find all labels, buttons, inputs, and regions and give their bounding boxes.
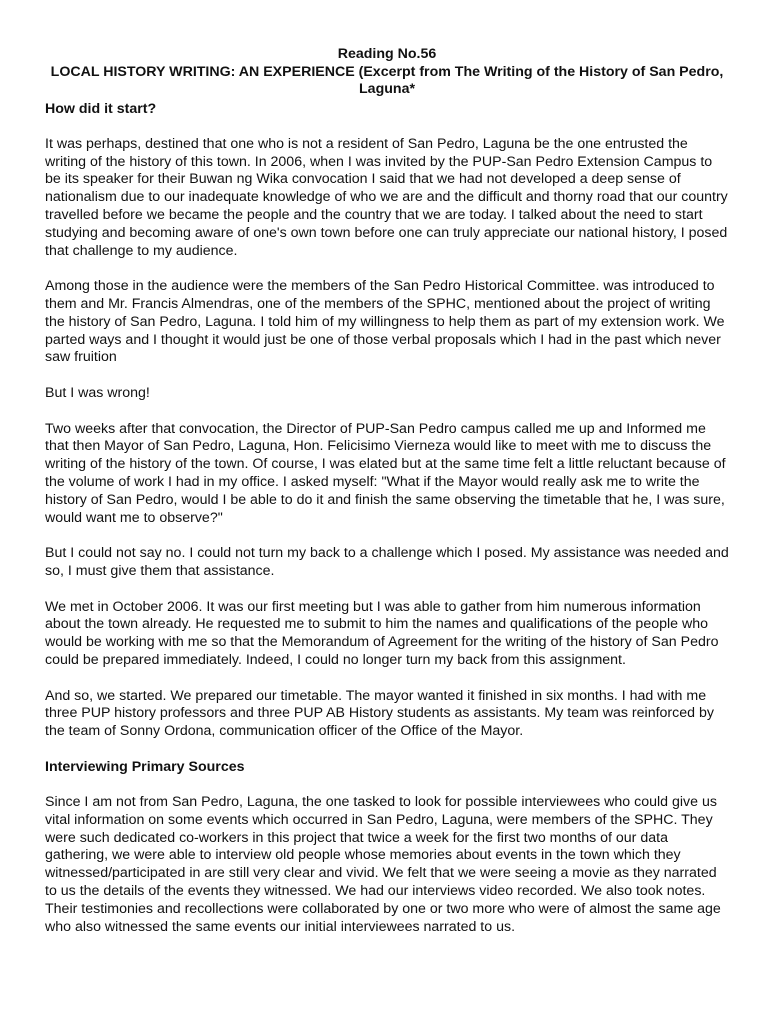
- reading-number: Reading No.56: [337, 46, 437, 62]
- document-page: [45, 46, 729, 936]
- paragraph: Among those in the audience were the members of the San Pedro Historical Committee. was introduced to them and Mr. Francis Almendras, one of the members of the SPHC, mentioned about the project of writing the history of San Pedro, Laguna. I told him of my willingness to help them as part of my extension work. We parted ways and I thought it would just be one of those verbal proposals which I had in the past which never saw fruition: [45, 278, 725, 366]
- paragraph: It was perhaps, destined that one who is not a resident of San Pedro, Laguna be the one entrusted the writing of the history of this town. In 2006, when I was invited by the PUP-San Pedro Extension Campus to be its speaker for their Buwan ng Wika convocation I said that we had not developed a deep sense of nationalism due to our inadequate knowledge of who we are and the difficult and thorny road that our country travelled before we became the people and the country that we are today. I talked about the need to start studying and becoming aware of one's own town before one can truly appreciate our national history, I posed that challenge to my audience.: [45, 135, 728, 259]
- paragraph: And so, we started. We prepared our timetable. The mayor wanted it finished in six months. I had with me three PUP history professors and three PUP AB History students as assistants. My team was reinforced by the team of Sonny Ordona, communication officer of the Office of the Mayor.: [45, 687, 714, 740]
- paragraph: We met in October 2006. It was our first meeting but I was able to gather from him numerous information about the town already. He requested me to submit to him the names and qualifications of the people who would be working with me so that the Memorandum of Agreement for the writing of the history of San Pedro could be prepared immediately. Indeed, I could no longer turn my back from this assignment.: [45, 598, 719, 668]
- paragraph: But I was wrong!: [45, 384, 150, 401]
- title-block: [45, 46, 729, 99]
- document-title: LOCAL HISTORY WRITING: AN EXPERIENCE (Excerpt from The Writing of the History of San Pedro, Laguna*: [50, 63, 724, 97]
- paragraph: Two weeks after that convocation, the Director of PUP-San Pedro campus called me up and Informed me that then Mayor of San Pedro, Laguna, Hon. Felicisimo Vierneza would like to meet with me to discuss the writing of the history of the town. Of course, I was elated but at the same time felt a little reluctant because of the volume of work I had in my office. I asked myself: "What if the Mayor would really ask me to write the history of San Pedro, would I be able to do it and finish the same observing the timetable that he, I was sure, would want me to observe?": [45, 420, 726, 526]
- section-heading-interviewing: Interviewing Primary Sources: [45, 758, 245, 775]
- paragraph: But I could not say no. I could not turn my back to a challenge which I posed. My assistance was needed and so, I must give them that assistance.: [45, 545, 729, 579]
- paragraph: Since I am not from San Pedro, Laguna, the one tasked to look for possible interviewees who could give us vital information on some events which occurred in San Pedro, Laguna, were members of the SPHC. They were such dedicated co-workers in this project that twice a week for the first two months of our data gathering, we were able to interview old people whose memories about events in the town which they witnessed/participated in are still very clear and vivid. We felt that we were seeing a movie as they narrated to us the details of the events they witnessed. We had our interviews video recorded. We also took notes. Their testimonies and recollections were collaborated by one or two more who were of almost the same age who also witnessed the same events our initial interviewees narrated to us.: [45, 793, 721, 935]
- section-heading-start: How did it start?: [45, 100, 157, 117]
